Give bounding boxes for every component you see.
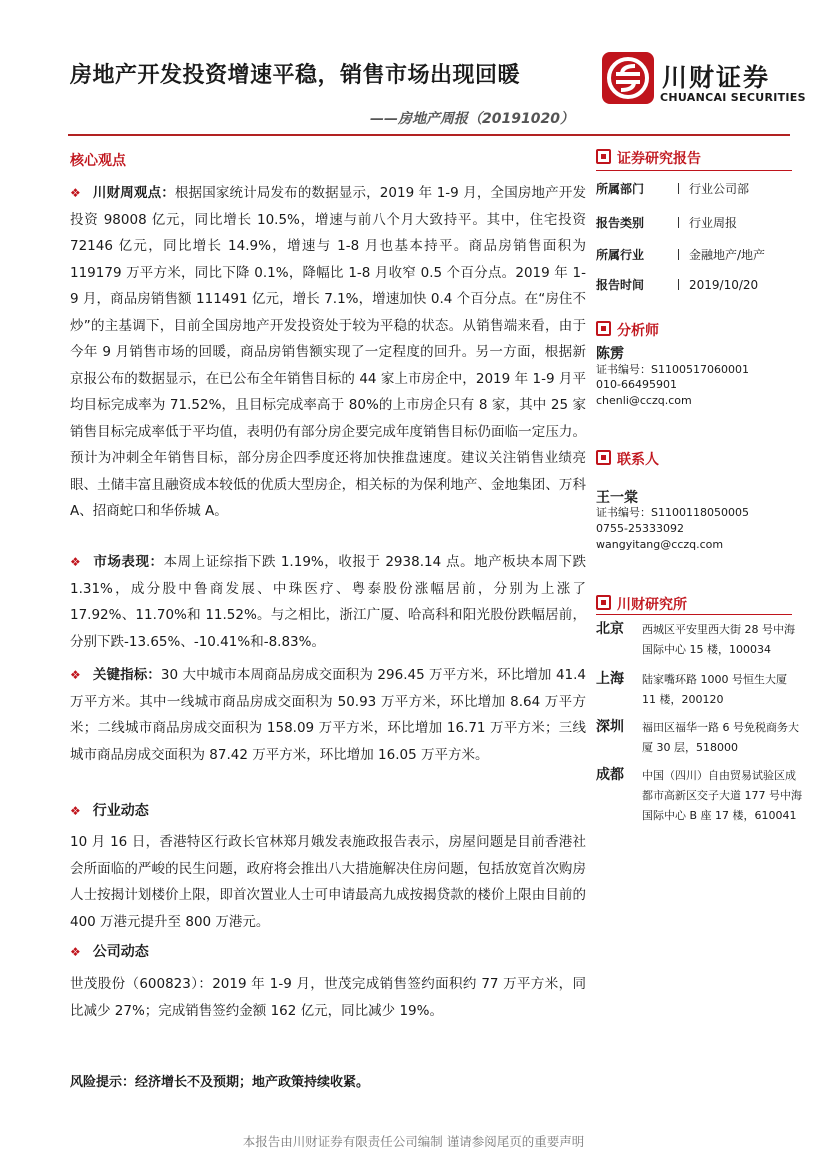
analyst-phone: 010-66495901 — [596, 378, 677, 391]
diamond-bullet-icon: ❖ — [70, 186, 81, 200]
diamond-bullet-icon: ❖ — [70, 668, 81, 682]
company-paragraph: 世茂股份（600823）：2019 年 1-9 月，世茂完成销售签约面积约 77 万平方米，同比减少 27%；完成销售签约金额 162 亿元，同比减少 19%。 — [70, 976, 586, 1019]
office-city-chengdu: 成都 — [596, 767, 624, 783]
contact-phone: 0755-25333092 — [596, 522, 684, 535]
logo-text-en: CHUANCAI SECURITIES — [660, 91, 806, 104]
risk-warning: 风险提示：经济增长不及预期；地产政策持续收紧。 — [70, 1075, 370, 1090]
section-square-icon — [596, 595, 611, 610]
office-city-beijing: 北京 — [596, 621, 624, 637]
diamond-bullet-icon: ❖ — [70, 555, 82, 569]
info-row-category: 报告类别 行业周报 — [596, 216, 738, 230]
section-square-icon — [596, 321, 611, 336]
industry-paragraph: 10 月 16 日，香港特区行政长官林郑月娥发表施政报告表示，房屋问题是目前香港社会所面临的严峻的民生问题，政府将会推出八大措施解决住房问题，包括放宽首次购房人士按揭计划楼价上限，即首次置业人士可申请最高九成按揭贷款的楼价上限由目前的 400 万港元提升至 800 万港元。 — [70, 834, 586, 930]
analyst-heading: 分析师 — [596, 320, 659, 340]
offices — [596, 618, 802, 848]
indicators-text: 30 大中城市本周商品房成交面积为 296.45 万平方米，环比增加 41.4 万平方米。其中一线城市商品房成交面积为 50.93 万平方米，环比增加 8.64 万平方米；二线城市商品房成交面积为 158.09 万平方米，环比增加 16.71 万平方米；三线城市商品房成交面积为 87.42 万平方米，环比增加 16.05 万平方米。 — [70, 667, 587, 763]
info-row-department: 所属部门 行业公司部 — [596, 182, 750, 196]
indicators-label: 关键指标： — [92, 667, 161, 683]
company-heading — [70, 941, 586, 961]
header-divider — [68, 134, 790, 136]
logo-text-cn: 川财证券 — [662, 63, 771, 92]
chuancai-logo-icon — [602, 52, 654, 104]
report-title: 房地产开发投资增速平稳，销售市场出现回暖 — [70, 63, 521, 88]
diamond-bullet-icon: ❖ — [70, 945, 81, 959]
section-square-icon — [596, 450, 611, 465]
industry-heading-label: 行业动态 — [92, 803, 149, 819]
section-square-icon — [596, 149, 611, 164]
analyst-name: 陈雳 — [596, 346, 624, 362]
office-address-chengdu: 中国（四川）自由贸易试验区成都市高新区交子大道 177 号中海国际中心 B 座 17 楼，610041 — [642, 769, 802, 822]
report-heading: 证券研究报告 — [596, 148, 701, 168]
diamond-bullet-icon: ❖ — [70, 804, 81, 818]
office-address-shanghai: 陆家嘴环路 1000 号恒生大厦 11 楼，200120 — [642, 673, 787, 706]
company-heading-label: 公司动态 — [92, 944, 149, 960]
contact-heading: 联系人 — [596, 449, 659, 469]
weekly-view-paragraph — [70, 180, 586, 525]
analyst-cert: 证书编号：S1100517060001 — [596, 363, 749, 376]
analyst-email[interactable]: chenli@cczq.com — [596, 394, 692, 407]
core-heading: 核心观点 — [70, 153, 126, 169]
sidebar-divider — [596, 614, 792, 615]
contact-cert: 证书编号：S1100118050005 — [596, 506, 749, 519]
footer-note: 本报告由川财证券有限责任公司编制 谨请参阅尾页的重要声明 — [242, 1134, 585, 1149]
office-city-shanghai: 上海 — [596, 671, 624, 687]
industry-heading — [70, 800, 586, 820]
contact-name: 王一棠 — [596, 490, 638, 506]
weekly-view-text: 根据国家统计局发布的数据显示，2019 年 1-9 月，全国房地产开发投资 98008 亿元，同比增长 10.5%，增速与前八个月大致持平。其中，住宅投资 72146 亿元，同比增长 14.9%，增速与 1-8 月也基本持平。商品房销售面积为 119179 万平方米，同比下降 0.1%，降幅比 1-8 月收窄 0.5 个百分点。2019 年 1-9 月，商品房销售额 111491 亿元，增长 7.1%，增速加快 0.4 个百分点。在“房住不炒”的主基调下，目前全国房地产开发投资处于较为平稳的状态。从销售端来看，由于今年 9 月销售市场的回暖，商品房销售额实现了一定程度的回升。另一方面，根据新京报公布的数据显示，在已公布全年销售目标的 44 家上市房企中，2019 年 1-9 月平均目标完成率为 71.52%，且目标完成率高于 80%的上市房企只有 8 家，其中 25 家销售目标完成率低于平均值，表明仍有部分房企要完成年度销售目标仍面临一定压力。预计为冲刺全年销售目标，部分房企四季度还将加快推盘速度。建议关注销售业绩亮眼、土储丰富且融资成本较低的优质大型房企，相关标的为保利地产、金地集团、万科 A、招商蛇口和华侨城 A。 — [70, 185, 587, 519]
office-address-beijing: 西城区平安里西大街 28 号中海国际中心 15 楼，100034 — [642, 623, 795, 656]
market-text: 本周上证综指下跌 1.19%，收报于 2938.14 点。地产板块本周下跌 1.31%，成分股中鲁商发展、中珠医疗、粤泰股份涨幅居前，分别为上涨了 17.92%、11.70%和 11.52%。与之相比，浙江广厦、哈高科和阳光股份跌幅居前，分别下跌-13.65%、-10.41%和-8.83%。 — [70, 554, 586, 650]
indicators-paragraph — [70, 662, 586, 768]
market-label: 市场表现： — [93, 554, 164, 570]
contact-email[interactable]: wangyitang@cczq.com — [596, 538, 724, 551]
institute-heading: 川财研究所 — [596, 594, 687, 614]
office-city-shenzhen: 深圳 — [596, 719, 624, 735]
market-paragraph — [70, 549, 586, 655]
office-address-shenzhen: 福田区福华一路 6 号免税商务大厦 30 层，518000 — [642, 721, 799, 754]
info-row-date: 报告时间 2019/10/20 — [596, 278, 759, 292]
report-subtitle: ——房地产周报（20191020） — [370, 111, 574, 127]
weekly-view-label: 川财周观点： — [92, 185, 175, 201]
info-row-industry: 所属行业 金融地产/地产 — [596, 248, 766, 262]
sidebar-divider — [596, 170, 792, 171]
